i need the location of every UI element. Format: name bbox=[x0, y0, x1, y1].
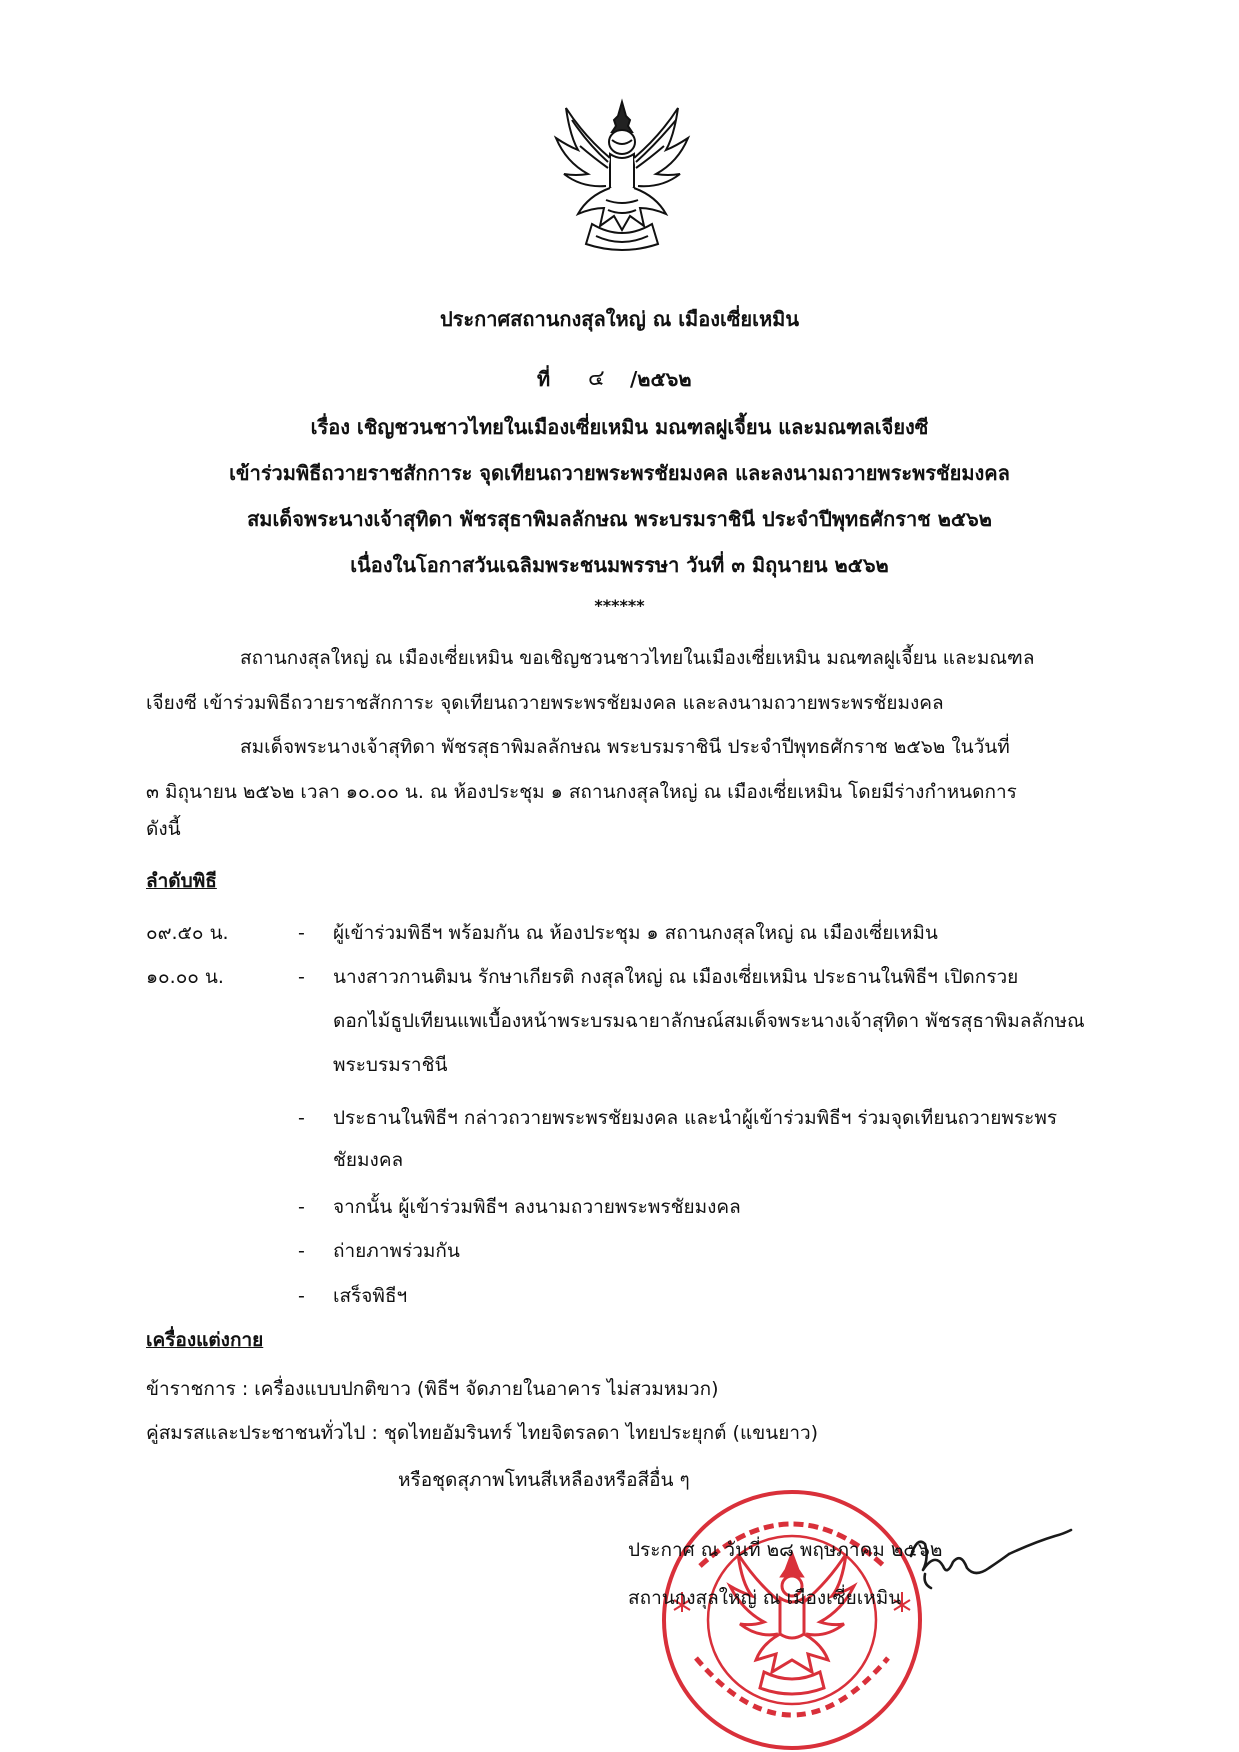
list-dash: - bbox=[298, 1240, 305, 1262]
body-line-1: สถานกงสุลใหญ่ ณ เมืองเซี่ยเหมิน ขอเชิญชวนชาวไทยในเมืองเซี่ยเหมิน มณฑลฝูเจี้ยน และมณฑล bbox=[240, 647, 1035, 669]
body-line-4: ๓ มิถุนายน ๒๕๖๒ เวลา ๑๐.๐๐ น. ณ ห้องประชุม ๑ สถานกงสุลใหญ่ ณ เมืองเซี่ยเหมิน โดยมีร่างกำหนดการ bbox=[146, 781, 1017, 803]
document-number-label: ที่ bbox=[537, 367, 551, 391]
dress-public: คู่สมรสและประชาชนทั่วไป : ชุดไทยอัมรินทร์ ไทยจิตรลดา ไทยประยุกต์ (แขนยาว) bbox=[146, 1422, 819, 1444]
dress-officials: ข้าราชการ : เครื่องแบบปกติขาว (พิธีฯ จัดภายในอาคาร ไม่สวมหมวก) bbox=[146, 1378, 719, 1400]
subject-line-4: เนื่องในโอกาสวันเฉลิมพระชนมพรรษา วันที่ ๓ มิถุนายน ๒๕๖๒ bbox=[350, 553, 889, 577]
dress-public-alt: หรือชุดสุภาพโทนสีเหลืองหรือสีอื่น ๆ bbox=[398, 1469, 690, 1491]
announcement-date: ประกาศ ณ วันที่ ๒๘ พฤษภาคม ๒๕๖๒ bbox=[628, 1539, 943, 1561]
separator-stars: ****** bbox=[594, 596, 645, 615]
schedule-item-1: ผู้เข้าร่วมพิธีฯ พร้อมกัน ณ ห้องประชุม ๑ สถานกงสุลใหญ่ ณ เมืองเซี่ยเหมิน bbox=[333, 922, 938, 944]
subject-line-2: เข้าร่วมพิธีถวายราชสักการะ จุดเทียนถวายพระพรชัยมงคล และลงนามถวายพระพรชัยมงคล bbox=[229, 461, 1010, 485]
list-dash: - bbox=[298, 1285, 305, 1307]
issuing-office: สถานกงสุลใหญ่ ณ เมืองเซี่ยเหมิน bbox=[628, 1587, 902, 1609]
schedule-time-0950: ๐๙.๕๐ น. bbox=[146, 922, 229, 944]
list-dash: - bbox=[298, 1196, 305, 1218]
subject-line-3: สมเด็จพระนางเจ้าสุทิดา พัชรสุธาพิมลลักษณ พระบรมราชินี ประจำปีพุทธศักราช ๒๕๖๒ bbox=[247, 507, 992, 531]
schedule-item-2-cont-2: พระบรมราชินี bbox=[333, 1054, 448, 1076]
document-number-value: ๔ bbox=[588, 366, 605, 391]
body-line-5: ดังนี้ bbox=[146, 818, 181, 840]
garuda-emblem-icon bbox=[548, 96, 696, 256]
schedule-item-3: ประธานในพิธีฯ กล่าวถวายพระพรชัยมงคล และนำผู้เข้าร่วมพิธีฯ ร่วมจุดเทียนถวายพระพร bbox=[333, 1107, 1058, 1129]
list-dash: - bbox=[298, 966, 305, 988]
subject-line-1: เรื่อง เชิญชวนชาวไทยในเมืองเซี่ยเหมิน มณฑลฝูเจี้ยน และมณฑลเจียงซี bbox=[310, 415, 929, 439]
ceremony-heading: ลำดับพิธี bbox=[146, 870, 217, 892]
dress-heading: เครื่องแต่งกาย bbox=[146, 1329, 264, 1351]
body-line-2: เจียงซี เข้าร่วมพิธีถวายราชสักการะ จุดเทียนถวายพระพรชัยมงคล และลงนามถวายพระพรชัยมงคล bbox=[146, 692, 944, 714]
schedule-time-1000: ๑๐.๐๐ น. bbox=[146, 966, 224, 988]
schedule-item-2: นางสาวกานติมน รักษาเกียรติ กงสุลใหญ่ ณ เมืองเซี่ยเหมิน ประธานในพิธีฯ เปิดกรวย bbox=[333, 966, 1019, 988]
body-line-3: สมเด็จพระนางเจ้าสุทิดา พัชรสุธาพิมลลักษณ พระบรมราชินี ประจำปีพุทธศักราช ๒๕๖๒ ในวันที่ bbox=[240, 736, 1010, 758]
list-dash: - bbox=[298, 1107, 305, 1129]
schedule-item-6: เสร็จพิธีฯ bbox=[333, 1285, 408, 1307]
schedule-item-3-cont: ชัยมงคล bbox=[333, 1149, 404, 1171]
schedule-item-2-cont-1: ดอกไม้ธูปเทียนแพเบื้องหน้าพระบรมฉายาลักษณ์สมเด็จพระนางเจ้าสุทิดา พัชรสุธาพิมลลักษณ bbox=[333, 1010, 1085, 1032]
announcement-title: ประกาศสถานกงสุลใหญ่ ณ เมืองเซี่ยเหมิน bbox=[439, 307, 800, 331]
list-dash: - bbox=[298, 922, 305, 944]
document-number-year: /๒๕๖๒ bbox=[630, 367, 692, 391]
schedule-item-4: จากนั้น ผู้เข้าร่วมพิธีฯ ลงนามถวายพระพรชัยมงคล bbox=[333, 1196, 741, 1218]
consulate-seal-icon bbox=[660, 1488, 924, 1752]
schedule-item-5: ถ่ายภาพร่วมกัน bbox=[333, 1240, 460, 1262]
